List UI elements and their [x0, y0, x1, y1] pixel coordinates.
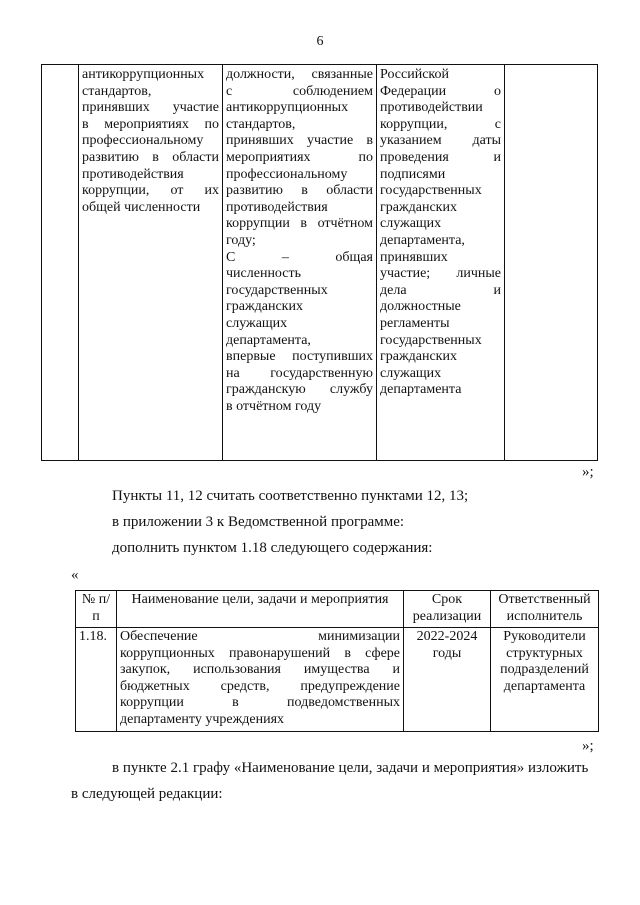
cell-line: на государственную: [226, 365, 373, 381]
cell-line: коррупции в отчётном: [226, 216, 373, 232]
cell-line: мероприятиях по: [226, 149, 373, 165]
cell-line: профессиональному: [226, 166, 348, 182]
table-row: [76, 628, 599, 732]
cell-line: противодействия: [82, 166, 184, 182]
continuation-table: [41, 64, 598, 461]
cell-line: развитию в области: [82, 149, 219, 165]
cell-line: должности, связанные: [226, 67, 373, 82]
cell-line: служащих: [380, 216, 442, 232]
cell-line: противодействия: [226, 199, 328, 215]
page-number: 6: [316, 34, 324, 49]
table-cell-empty: [42, 65, 79, 461]
cell-line: коррупции в подведомственных: [120, 695, 400, 710]
paragraph: Пункты 11, 12 считать соответственно пунктами 12, 13;: [112, 488, 469, 504]
cell-line: гражданских: [226, 299, 303, 315]
cell-line: подписями: [380, 166, 446, 182]
cell-line: году;: [226, 232, 256, 248]
table-cell-source: [377, 65, 505, 461]
measures-table: [75, 590, 599, 732]
cell-line: должностные: [380, 299, 461, 315]
cell-line: стандартов,: [226, 116, 296, 132]
cell-line: проведения и: [380, 149, 501, 165]
cell-line: антикоррупционных: [226, 100, 349, 116]
cell-line: стандартов,: [82, 83, 152, 99]
paragraph: в приложении 3 к Ведомственной программе:: [112, 514, 405, 530]
cell-line: указанием даты: [380, 133, 501, 149]
cell-line: департамента,: [380, 232, 465, 248]
cell-line: государственных: [226, 282, 328, 298]
cell-line: Российской: [380, 67, 449, 82]
cell-line: в отчётном году: [226, 398, 322, 414]
row-term: 2022-2024 годы: [404, 628, 491, 732]
cell-line: участие; личные: [380, 266, 501, 282]
cell-line: принявших участие в: [226, 133, 373, 149]
table-cell-indicator: [79, 65, 223, 461]
cell-line: гражданских: [380, 349, 457, 365]
cell-line: служащих: [380, 365, 442, 381]
cell-line: департамента,: [226, 332, 311, 348]
cell-line: численность: [226, 266, 301, 282]
cell-line: с соблюдением: [226, 83, 373, 99]
cell-line: в мероприятиях по: [82, 116, 219, 132]
cell-line: закупок, использования имущества и: [120, 662, 400, 677]
cell-line: департамента: [380, 382, 462, 398]
header-executor: Ответственный исполнитель: [491, 591, 599, 628]
cell-line: коррупции, с: [380, 116, 501, 132]
cell-line: профессиональному: [82, 133, 204, 149]
table-cell-empty: [505, 65, 598, 461]
cell-line: департаменту учреждениях: [120, 711, 285, 727]
closing-quote: »;: [582, 738, 594, 754]
cell-line: дела и: [380, 282, 501, 298]
table-cell-formula: [223, 65, 377, 461]
cell-line: принявших участие: [82, 100, 219, 116]
cell-line: впервые поступивших: [226, 349, 373, 365]
cell-line: принявших: [380, 249, 448, 265]
cell-line: C – общая: [226, 249, 373, 265]
closing-quote: »;: [582, 464, 594, 480]
row-executor: Руководители структурных подразделений департамента: [491, 628, 599, 732]
cell-line: служащих: [226, 315, 288, 331]
cell-line: общей численности: [82, 199, 201, 215]
header-name: Наименование цели, задачи и мероприятия: [117, 591, 404, 628]
cell-line: развитию в области: [226, 183, 373, 199]
cell-line: гражданских: [380, 199, 457, 215]
table-row: [42, 65, 598, 461]
opening-quote: «: [71, 567, 79, 583]
cell-line: регламенты: [380, 315, 450, 331]
paragraph: в следующей редакции:: [71, 786, 223, 802]
table-header-row: [76, 591, 599, 628]
cell-line: коррупционных правонарушений в сфере: [120, 645, 400, 661]
paragraph: дополнить пунктом 1.18 следующего содержания:: [112, 540, 433, 556]
paragraph: в пункте 2.1 графу «Наименование цели, задачи и мероприятия» изложить: [112, 760, 589, 776]
cell-line: государственных: [380, 183, 482, 199]
cell-line: противодействии: [380, 100, 483, 116]
header-num: № п/п: [76, 591, 117, 628]
header-term: Срок реализации: [404, 591, 491, 628]
row-num: 1.18.: [76, 628, 117, 732]
cell-line: Обеспечение минимизации: [120, 629, 400, 644]
cell-line: гражданскую службу: [226, 382, 373, 398]
cell-line: бюджетных средств, предупреждение: [120, 678, 400, 694]
cell-line: коррупции, от их: [82, 183, 219, 199]
cell-line: Федерации о: [380, 83, 501, 99]
cell-line: антикоррупционных: [82, 67, 205, 82]
row-name: [117, 628, 404, 732]
cell-line: государственных: [380, 332, 482, 348]
